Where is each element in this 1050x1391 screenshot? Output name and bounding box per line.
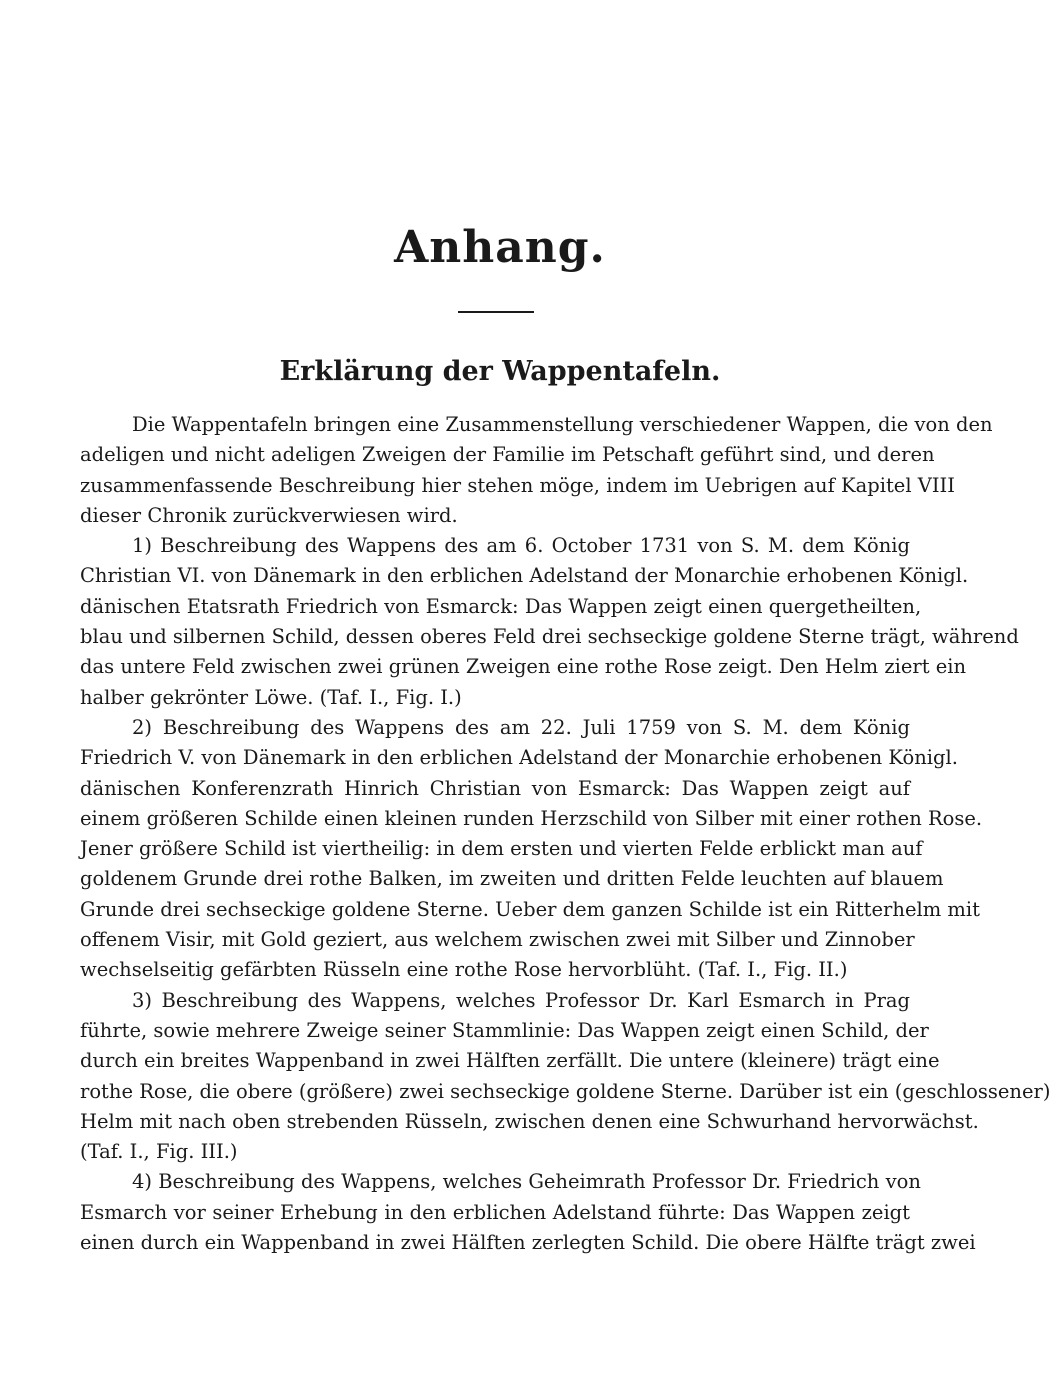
text-line: wechselseitig gefärbten Rüsseln eine rothe Rose hervorblüht. (Taf. I., Fig. II.) [80,958,848,982]
text-line: einen durch ein Wappenband in zwei Hälften zerlegten Schild. Die obere Hälfte trägt zwei [80,1231,976,1255]
paragraph [80,1167,976,1258]
text-line: Christian VI. von Dänemark in den erblichen Adelstand der Monarchie erhobenen Königl. [80,564,969,588]
paragraph [80,713,983,986]
text-line: Friedrich V. von Dänemark in den erblichen Adelstand der Monarchie erhobenen Königl. [80,746,958,770]
text-line: führte, sowie mehrere Zweige seiner Stammlinie: Das Wappen zeigt einen Schild, der [80,1018,929,1042]
text-line: 3) Beschreibung des Wappens, welches Professor Dr. Karl Esmarch in Prag [132,988,910,1012]
text-line: das untere Feld zwischen zwei grünen Zweigen eine rothe Rose zeigt. Den Helm ziert ein [80,655,967,679]
text-line: (Taf. I., Fig. III.) [80,1140,238,1164]
text-line: adeligen und nicht adeligen Zweigen der Familie im Petschaft geführt sind, und deren [80,443,935,467]
text-line: dieser Chronik zurückverwiesen wird. [80,503,458,527]
text-line: 1) Beschreibung des Wappens des am 6. October 1731 von S. M. dem König [132,534,910,558]
body-text [80,410,1050,1258]
title-divider [458,311,534,313]
text-line: einem größeren Schilde einen kleinen runden Herzschild von Silber mit einer rothen Rose. [80,806,983,830]
text-line: Helm mit nach oben strebenden Rüsseln, zwischen denen eine Schwurhand hervorwächst. [80,1109,979,1133]
text-line: halber gekrönter Löwe. (Taf. I., Fig. I.) [80,685,462,709]
text-line: offenem Visir, mit Gold geziert, aus welchem zwischen zwei mit Silber und Zinnober [80,928,915,952]
text-line: durch ein breites Wappenband in zwei Hälften zerfällt. Die untere (kleinere) trägt eine [80,1049,940,1073]
text-line: Jener größere Schild ist viertheilig: in dem ersten und vierten Felde erblickt man auf [80,837,923,861]
paragraph [80,531,1019,713]
text-line: dänischen Etatsrath Friedrich von Esmarck: Das Wappen zeigt einen quergetheilten, [80,594,922,618]
text-line: 4) Beschreibung des Wappens, welches Geheimrath Professor Dr. Friedrich von [132,1170,921,1194]
text-line: dänischen Konferenzrath Hinrich Christian von Esmarck: Das Wappen zeigt auf [80,776,910,800]
paragraph [80,986,1050,1168]
text-line: rothe Rose, die obere (größere) zwei sechseckige goldene Sterne. Darüber ist ein (geschlossener) [80,1079,1050,1103]
text-line: Esmarch vor seiner Erhebung in den erblichen Adelstand führte: Das Wappen zeigt [80,1200,910,1224]
text-line: Die Wappentafeln bringen eine Zusammenstellung verschiedener Wappen, die von den [132,413,993,436]
text-line: zusammenfassende Beschreibung hier stehen möge, indem im Uebrigen auf Kapitel VIII [80,473,955,497]
paragraph [80,410,993,531]
text-line: goldenem Grunde drei rothe Balken, im zweiten und dritten Felde leuchten auf blauem [80,867,944,891]
section-heading: Erklärung der Wappentafeln. [279,356,721,387]
text-line: blau und silbernen Schild, dessen oberes Feld drei sechseckige goldene Sterne trägt, während [80,625,1019,649]
page-title: Anhang. [394,222,606,273]
text-line: 2) Beschreibung des Wappens des am 22. Juli 1759 von S. M. dem König [132,715,910,739]
text-line: Grunde drei sechseckige goldene Sterne. Ueber dem ganzen Schilde ist ein Ritterhelm mit [80,897,980,921]
